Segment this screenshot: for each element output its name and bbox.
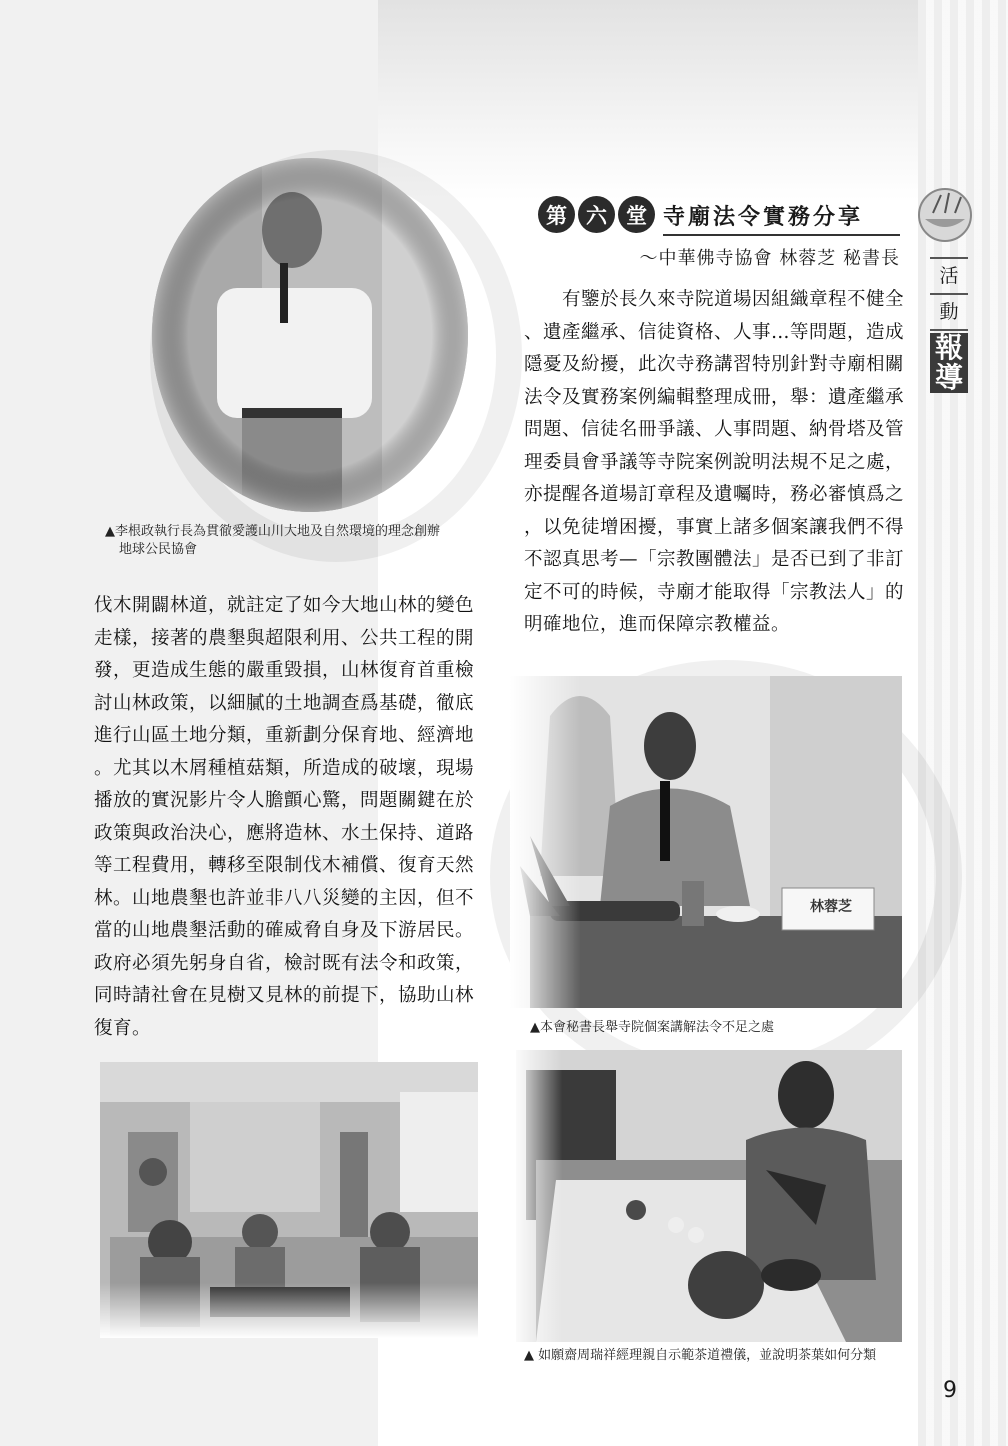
text-line: 、遺產繼承、信徒資格、人事…等問題，造成 [524,321,905,343]
side-tab-char: 報 [934,331,963,364]
text-line: 定不可的時候，寺廟才能取得「宗教法人」的 [524,581,905,603]
text-line: 。尤其以木屑種植菇類，所造成的破壞，現場 [94,757,475,779]
heading-badge-char: 六 [578,196,615,233]
article-paragraph-right [524,284,904,642]
photo-speaker-woman [510,676,902,1008]
text-line: 走樣，接著的農墾與超限利用、公共工程的開 [94,627,475,649]
side-tab-char: 活 [939,265,959,287]
side-tab-char: 動 [939,301,959,323]
photo-tea-ceremony [516,1050,902,1342]
photo-caption: ▲ 如願齋周瑞祥經理親自示範茶道禮儀，並說明茶葉如何分類 [524,1348,877,1363]
heading-rule [663,234,900,236]
photo-caption: ▲本會秘書長舉寺院個案講解法令不足之處 [530,1020,774,1035]
text-line: 林。山地農墾也許並非八八災變的主因，但不 [94,887,475,909]
caption-line: ▲李根政執行長為貫徹愛護山川大地及自然環境的理念創辦 [105,524,440,539]
section-subtitle: 〜中華佛寺協會 林蓉芝 秘書長 [639,248,900,269]
text-line: 播放的實況影片令人膽顫心驚，問題關鍵在於 [94,790,475,811]
text-line: 伐木開闢林道，就註定了如今大地山林的變色 [94,595,475,616]
photo-seminar-room [100,1062,478,1338]
caption-line: 地球公民協會 [119,542,198,557]
article-paragraph-left [94,590,474,1045]
section-title: 寺廟法令實務分享 [663,204,864,230]
text-line: 明確地位，進而保障宗教權益。 [524,614,791,635]
text-line: 討山林政策，以細膩的土地調查爲基礎，徹底 [94,692,475,714]
text-line: 法令及實務案例編輯整理成冊，舉：遺產繼承 [524,386,905,408]
side-tab-highlight [930,333,968,393]
text-line: 不認真思考—「宗教團體法」是否已到了非訂 [524,549,905,570]
section-side-tab [930,255,968,393]
heading-badge-char: 堂 [618,196,655,233]
heading-badge-char: 第 [538,196,575,233]
text-line: 有鑒於長久來寺院道場因組織章程不健全 [524,289,905,310]
photo-caption [105,523,475,559]
text-line: 理委員會爭議等寺院案例說明法規不足之處， [524,451,905,473]
text-line: 政府必須先躬身自省，檢討既有法令和政策， [94,952,475,974]
text-line: 發，更造成生態的嚴重毀損，山林復育首重檢 [94,660,475,681]
text-line: ，以免徒增困擾，事實上諸多個案讓我們不得 [524,516,905,538]
photo-speaker-man [152,158,468,512]
text-line: 同時請社會在見樹又見林的前提下，協助山林 [94,985,475,1006]
side-tab-rule [930,293,968,295]
magazine-logo-icon [915,185,975,245]
text-line: 進行山區土地分類，重新劃分保育地、經濟地 [94,725,475,746]
text-line: 亦提醒各道場訂章程及遺囑時，務必審慎爲之 [524,484,905,505]
side-tab-char: 導 [934,361,963,394]
text-line: 當的山地農墾活動的確威脅自身及下游居民。 [94,920,475,941]
text-line: 復育。 [94,1017,152,1039]
text-line: 隱憂及紛擾，此次寺務講習特別針對寺廟相關 [524,354,905,375]
text-line: 等工程費用，轉移至限制伐木補償、復育天然 [94,855,475,876]
text-line: 問題、信徒名冊爭議、人事問題、納骨塔及管 [524,419,905,440]
page-number: 9 [943,1378,957,1403]
text-line: 政策與政治決心，應將造林、水土保持、道路 [94,822,475,844]
background-panel-top [378,0,918,200]
side-tab-rule [930,257,968,259]
section-heading [538,196,900,240]
nameplate-name: 林蓉芝 [810,899,852,915]
